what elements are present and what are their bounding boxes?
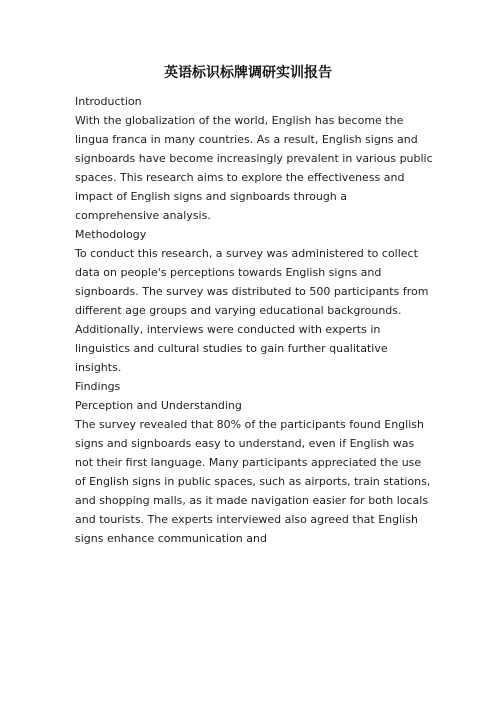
methodology-heading: Methodology xyxy=(75,228,147,241)
findings-heading: Findings xyxy=(75,380,121,393)
perception-heading: Perception and Understanding xyxy=(75,399,242,412)
introduction-heading: Introduction xyxy=(75,95,142,108)
methodology-paragraph: To conduct this research, a survey was administered to collect data on people's perceptions towards English signs and signboards. The survey was distributed to 500 participants from different age groups and varying educational backgrounds. Additionally, interviews were conducted with experts in linguistics and cultural studies to gain further qualitative insights. xyxy=(75,247,429,374)
document-body xyxy=(75,92,433,548)
document-title: 英语标识标牌调研实训报告 xyxy=(164,65,332,81)
introduction-paragraph: With the globalization of the world, English has become the lingua franca in many countries. As a result, English signs and signboards have become increasingly prevalent in various public spaces. This research aims to explore the effectiveness and impact of English signs and signboards through a comprehensive analysis. xyxy=(75,114,433,222)
perception-paragraph: The survey revealed that 80% of the participants found English signs and signboards easy to understand, even if English was not their first language. Many participants appreciated the use of English signs in public spaces, such as airports, train stations, and shopping malls, as it made navigation easier for both locals and tourists. The experts interviewed also agreed that English signs enhance communication and xyxy=(75,418,431,545)
